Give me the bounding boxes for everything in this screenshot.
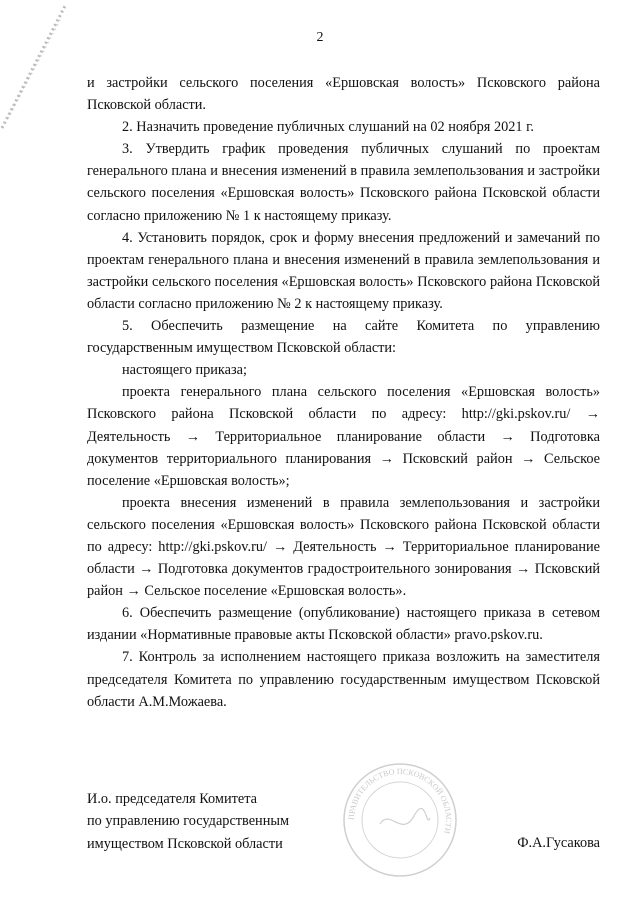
signatory-position-line: имуществом Псковской области bbox=[87, 835, 283, 852]
paragraph-subitem-general-plan: проекта генерального плана сельского поселения «Ершовская волость» Псковского района Псковской области по адресу: http://gki.pskov.ru/ → Деятельность → Территориальное планирование области → Подготовка документов территориального планирования → Псковский район → Сельское поселение «Ершовская волость»; bbox=[87, 384, 600, 489]
stamp-text: ПРАВИТЕЛЬСТВО ПСКОВСКОЙ ОБЛАСТИ bbox=[346, 766, 454, 835]
paragraph-item-3: 3. Утвердить график проведения публичных слушаний по проектам генерального плана и внесения изменений в правила землепользования и застройки сельского поселения «Ершовская волость» Псковского района Псковской области согласно приложению № 1 к настоящему приказу. bbox=[87, 141, 600, 224]
document-body bbox=[87, 72, 600, 713]
scan-artifact bbox=[0, 0, 70, 130]
paragraph-item-4: 4. Установить порядок, срок и форму внесения предложений и замечаний по проектам генерального плана и внесения изменений в правила землепользования и застройки сельского поселения «Ершовская волость» Псковского района Псковской области согласно приложению № 2 к настоящему приказу. bbox=[87, 229, 600, 312]
paragraph-item-6: 6. Обеспечить размещение (опубликование) настоящего приказа в сетевом издании «Нормативные правовые акты Псковской области» pravo.pskov.ru. bbox=[87, 605, 600, 644]
paragraph-continuation: и застройки сельского поселения «Ершовская волость» Псковского района Псковской области. bbox=[87, 75, 600, 114]
signatory-position-line: по управлению государственным bbox=[87, 813, 290, 830]
paragraph-item-2: 2. Назначить проведение публичных слушаний на 02 ноября 2021 г. bbox=[122, 119, 534, 136]
official-stamp bbox=[340, 758, 460, 883]
signatory-position-line: И.о. председателя Комитета bbox=[87, 791, 257, 807]
page-number: 2 bbox=[316, 30, 324, 45]
paragraph-subitem-zoning-rules: проекта внесения изменений в правила землепользования и застройки сельского поселения «Ершовская волость» Псковского района Псковской области по адресу: http://gki.pskov.ru/ → Деятельность → Территориальное планирование области → Подготовка документов градостроительного зонирования → Псковский район → Сельское поселение «Ершовская волость». bbox=[87, 494, 600, 600]
paragraph-item-7: 7. Контроль за исполнением настоящего приказа возложить на заместителя председателя Комитета по управлению государственным имуществом Псковской области А.М.Можаева. bbox=[87, 649, 600, 710]
paragraph-subitem-order: настоящего приказа; bbox=[122, 362, 247, 379]
signatory-position bbox=[87, 788, 289, 855]
signatory-name: Ф.А.Гусакова bbox=[517, 835, 600, 851]
paragraph-item-5: 5. Обеспечить размещение на сайте Комитета по управлению государственным имуществом Псковской области: bbox=[87, 318, 600, 357]
